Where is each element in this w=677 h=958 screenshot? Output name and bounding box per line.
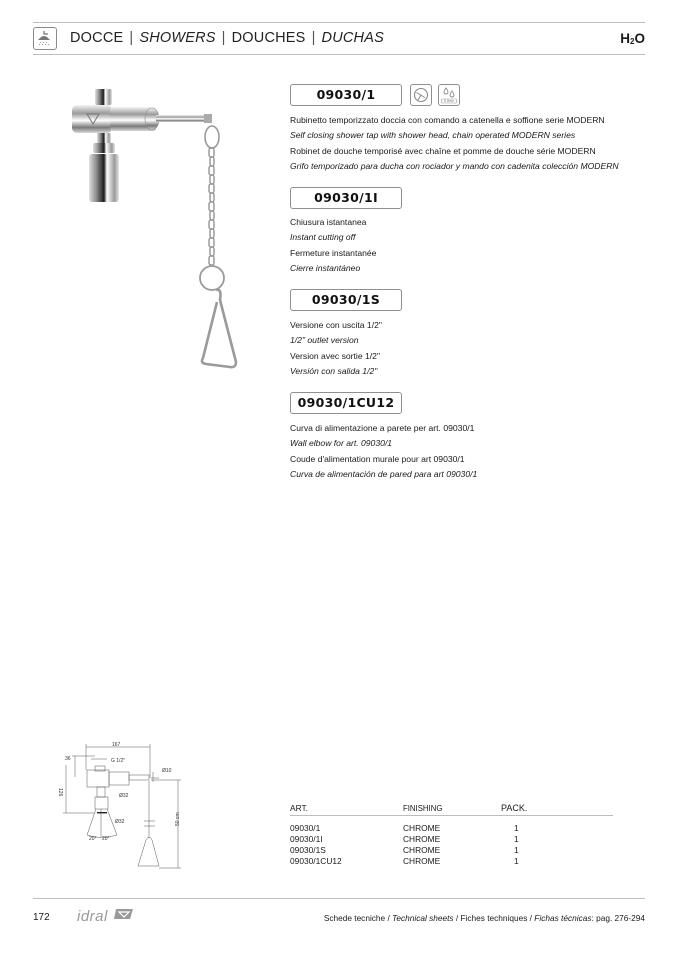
h2o-brand-mark: [620, 31, 645, 46]
article-description: [290, 421, 477, 482]
cell-art: 09030/1: [290, 823, 321, 833]
article-code-box: 09030/1S: [290, 289, 402, 311]
header-pack: PACK.: [501, 803, 528, 813]
ref-part: Schede tecniche /: [323, 913, 393, 923]
table-row: [290, 834, 611, 845]
description-line-fr: Version avec sortie 1/2": [290, 350, 380, 361]
description-line-es: Grifo temporizado para ducha con rociador y mando con cadenita colección MODERN: [290, 160, 619, 171]
header-finishing: FINISHING: [403, 803, 443, 813]
spec-table-header: [290, 802, 611, 814]
title-part-es: DUCHAS: [321, 30, 384, 46]
description-line-en: Self closing shower tap with shower head, chain operated MODERN series: [290, 130, 576, 141]
cell-pack: 1: [514, 834, 519, 844]
header-top-rule: [33, 22, 645, 23]
article-description: [290, 318, 382, 379]
dim-d10: Ø10: [162, 768, 172, 774]
technical-drawing: [55, 740, 195, 875]
dim-angle-left: 20°: [89, 836, 97, 842]
description-line-en: 1/2" outlet version: [290, 335, 359, 346]
logo-mark-icon: [114, 908, 134, 920]
flow-rate-icon: [438, 84, 460, 106]
description-line-it: Curva di alimentazione a parete per art. 09030/1: [290, 423, 475, 433]
cell-finishing: CHROME: [403, 856, 441, 866]
article-code-box: 09030/1: [290, 84, 402, 106]
dim-d32-body: Ø32: [119, 793, 129, 799]
table-row: [290, 823, 611, 834]
ref-part: / Fiches techniques /: [453, 913, 535, 923]
page-title: [70, 30, 384, 46]
shower-icon: [33, 27, 57, 50]
description-line-it: Rubinetto temporizzato doccia con comando a catenella e soffione serie MODERN: [290, 115, 605, 125]
technical-sheets-reference: [324, 913, 645, 923]
table-row: [290, 856, 611, 867]
h2o-o: O: [634, 31, 645, 46]
table-row: [290, 845, 611, 856]
header-bottom-rule: [33, 54, 645, 55]
description-line-fr: Fermeture instantanée: [290, 247, 377, 258]
description-line-it: Chiusura istantanea: [290, 217, 367, 227]
dim-50cm: 50 cm: [175, 812, 181, 826]
dim-angle-right: 20°: [102, 836, 110, 842]
title-part-en: SHOWERS: [139, 30, 216, 46]
header-art: ART.: [290, 803, 308, 813]
h2o-sub: 2: [630, 37, 635, 46]
dim-d32-head: Ø32: [115, 819, 125, 825]
title-separator: |: [129, 30, 134, 46]
footer-rule: [33, 898, 645, 899]
cell-pack: 1: [514, 856, 519, 866]
dim-g-half: G 1/2": [111, 758, 126, 764]
ref-part: Technical sheets: [392, 913, 454, 923]
table-header-rule: [290, 815, 613, 816]
cell-finishing: CHROME: [403, 834, 441, 844]
ref-part: Fichas técnicas: [534, 913, 592, 923]
description-line-fr: Coude d'alimentation murale pour art 09030/1: [290, 453, 465, 464]
title-separator: |: [221, 30, 226, 46]
flow-rate-label: 8 l/min: [444, 99, 454, 103]
page-number: 172: [33, 912, 50, 923]
cell-art: 09030/1I: [290, 834, 323, 844]
description-line-fr: Robinet de douche temporisé avec chaîne et pomme de douche série MODERN: [290, 145, 596, 156]
title-separator: |: [311, 30, 316, 46]
cell-art: 09030/1CU12: [290, 856, 342, 866]
spec-table: [290, 802, 611, 867]
description-line-es: Cierre instantáneo: [290, 262, 361, 273]
cell-finishing: CHROME: [403, 823, 441, 833]
cell-pack: 1: [514, 845, 519, 855]
description-line-en: Wall elbow for art. 09030/1: [290, 438, 393, 449]
dim-126: 126: [57, 788, 63, 797]
description-line-es: Versión con salida 1/2": [290, 365, 378, 376]
logo-text: idral: [77, 908, 108, 925]
title-part-it: DOCCE: [70, 30, 124, 46]
title-part-fr: DOUCHES: [231, 30, 306, 46]
article-code-box: 09030/1CU12: [290, 392, 402, 414]
cell-finishing: CHROME: [403, 845, 441, 855]
cell-pack: 1: [514, 823, 519, 833]
h2o-h: H: [620, 31, 631, 46]
dim-36: 36: [65, 756, 71, 762]
timer-icon: [410, 84, 432, 106]
description-line-es: Curva de alimentación de pared para art 09030/1: [290, 468, 478, 479]
description-line-it: Versione con uscita 1/2": [290, 320, 382, 330]
product-image: [60, 80, 260, 380]
dim-167: 167: [112, 742, 121, 748]
article-description: [290, 215, 376, 276]
idral-logo: [77, 906, 134, 925]
cell-art: 09030/1S: [290, 845, 326, 855]
ref-part: : pag. 276-294: [591, 913, 645, 923]
article-description: [290, 113, 619, 174]
description-line-en: Instant cutting off: [290, 232, 356, 243]
article-code-box: 09030/1I: [290, 187, 402, 209]
